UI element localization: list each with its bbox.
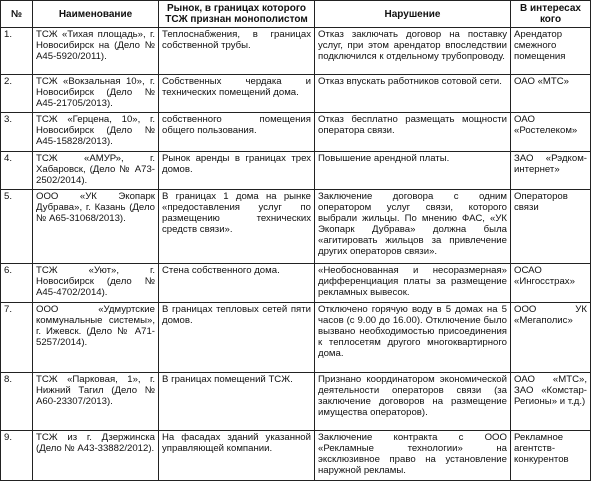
cell-name: ТСЖ «Герцена, 10», г. Новосибирск (Дело № А45-15828/2013). [33,113,159,151]
cell-market: собственного помещения общего пользования. [159,113,315,151]
cell-violation: Отказ заключать договор на поставку услуг, при этом арендатор впоследствии подключился к отдельному трубопроводу. [315,28,511,75]
cell-market: В границах 1 дома на рынке «предоставления услуг по размещению технических средств связи». [159,190,315,264]
cell-violation: Повышение арендной платы. [315,151,511,189]
cell-market: В границах помещений ТСЖ. [159,373,315,431]
cell-violation: Отказ бесплатно размещать мощности оператора связи. [315,113,511,151]
cell-violation: «Необоснованная и несоразмерная» дифференциация платы за размещение рекламных вывесок. [315,264,511,302]
header-beneficiary: В интересах кого [511,1,591,28]
cell-name: ТСЖ «Вокзальная 10», г. Новосибирск (Дело № А45-21705/2013). [33,75,159,113]
cell-violation: Заключение договора с одним оператором услуг связи, которого выбрали жильцы. По мнению ФАС, «УК Экопарк Дубрава» должна была «агитировать жильцов за привлечение других операторов связи». [315,190,511,264]
cell-beneficiary: ОАО «МТС», ЗАО «Комстар-Регионы» и т.д.) [511,373,591,431]
cell-number: 5. [1,190,33,264]
cell-violation: Признано координатором экономической деятельности операторов связи (за заключение договоров на размещение имущества операторов). [315,373,511,431]
cell-number: 6. [1,264,33,302]
cell-beneficiary: ОАО «Ростелеком» [511,113,591,151]
cell-number: 4. [1,151,33,189]
cell-number: 9. [1,430,33,480]
cell-market: В границах тепловых сетей пяти домов. [159,302,315,373]
cell-beneficiary: ОАО «МТС» [511,75,591,113]
table-row [1,113,591,151]
table-row [1,28,591,75]
cell-name: ТСЖ «Уют», г. Новосибирск (дело № А45-4702/2014). [33,264,159,302]
cell-number: 2. [1,75,33,113]
header-number: № [1,1,33,28]
cell-number: 1. [1,28,33,75]
cell-name: ООО «Удмуртские коммунальные системы», г. Ижевск. (Дело № А71-5257/2014). [33,302,159,373]
cell-name: ТСЖ «Парковая, 1», г. Нижний Тагил (Дело № А60-23307/2013). [33,373,159,431]
cell-violation: Заключение контракта с ООО «Рекламные технологии» на эксклюзивное право на установление наружной рекламы. [315,430,511,480]
cell-name: ТСЖ «АМУР», г. Хабаровск, (Дело № А73-2502/2014). [33,151,159,189]
header-market: Рынок, в границах которого ТСЖ признан монополистом [159,1,315,28]
cell-market: Теплоснабжения, в границах собственной трубы. [159,28,315,75]
table-row [1,75,591,113]
cell-number: 8. [1,373,33,431]
table-row [1,151,591,189]
cell-beneficiary: ООО УК «Мегаполис» [511,302,591,373]
cell-beneficiary: Арендатор смежного помещения [511,28,591,75]
cell-name: ТСЖ «Тихая площадь», г. Новосибирск на (Дело № А45-5920/2011). [33,28,159,75]
header-name: Наименование [33,1,159,28]
table-header-row [1,1,591,28]
cell-beneficiary: Операторов связи [511,190,591,264]
cell-violation: Отключено горячую воду в 5 домах на 5 часов (с 9.00 до 16.00). Отключение было вызвано необходимостью присоединения к теплосетям другого многоквартирного дома. [315,302,511,373]
table-row [1,430,591,480]
cell-market: Рынок аренды в границах трех домов. [159,151,315,189]
cell-beneficiary: Рекламное агентств-конкурентов [511,430,591,480]
cell-market: Стена собственного дома. [159,264,315,302]
table-row [1,302,591,373]
cell-name: ТСЖ из г. Дзержинска (Дело № А43-33882/2012). [33,430,159,480]
table-row [1,264,591,302]
cell-number: 3. [1,113,33,151]
cell-beneficiary: ЗАО «Рэдком-интернет» [511,151,591,189]
cell-number: 7. [1,302,33,373]
cell-market: Собственных чердака и технических помещений дома. [159,75,315,113]
cell-beneficiary: ОСАО «Ингосстрах» [511,264,591,302]
header-violation: Нарушение [315,1,511,28]
cell-name: ООО «УК Экопарк Дубрава», г. Казань (Дело № А65-31068/2013). [33,190,159,264]
table-body [1,28,591,481]
cell-market: На фасадах зданий указанной управляющей компании. [159,430,315,480]
table-row [1,190,591,264]
table-row [1,373,591,431]
cell-violation: Отказ впускать работников сотовой сети. [315,75,511,113]
